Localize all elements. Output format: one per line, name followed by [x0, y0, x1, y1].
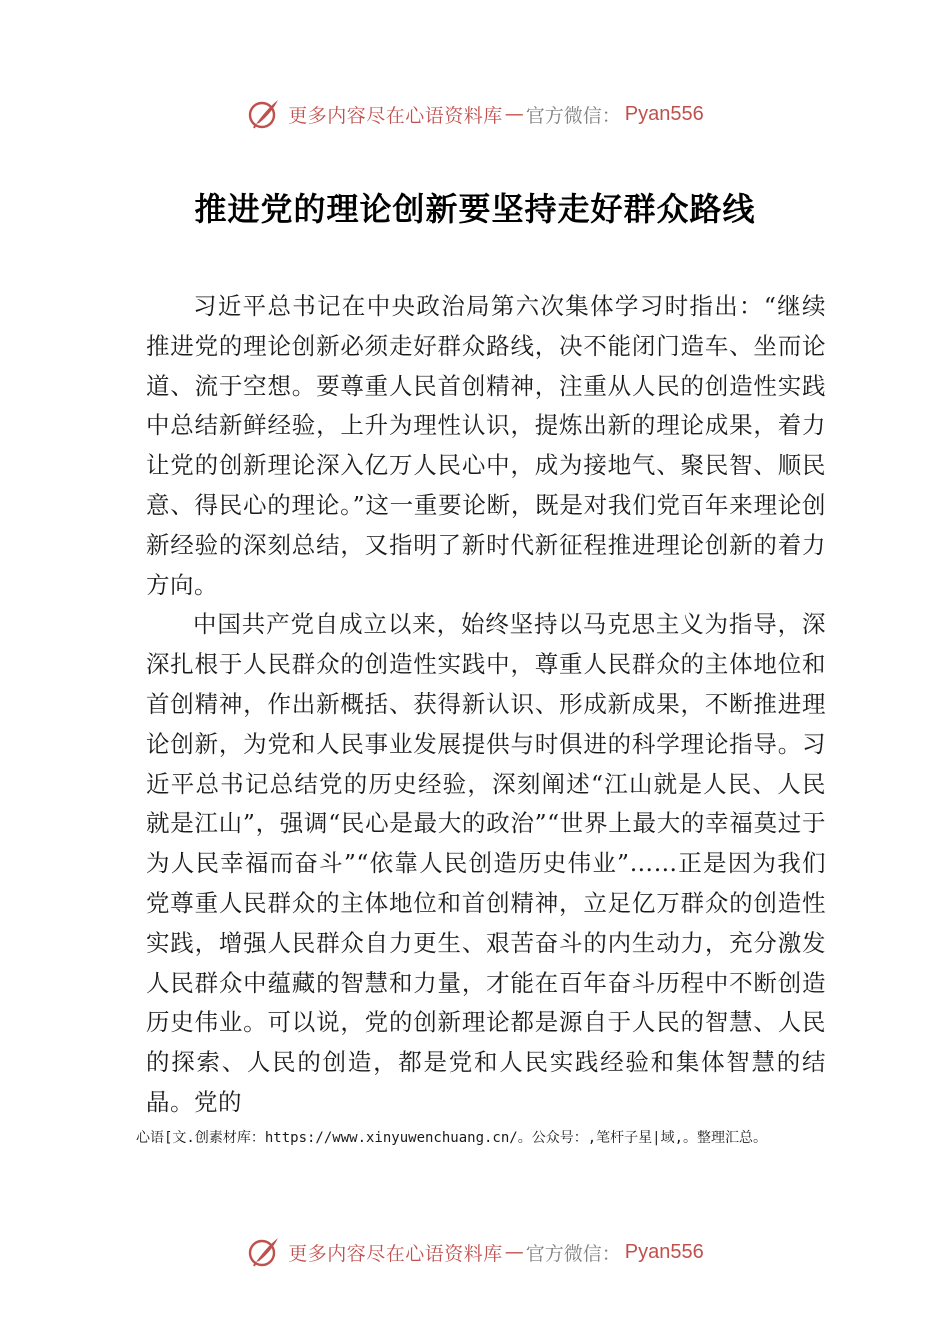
- header-banner: [0, 92, 950, 136]
- document-title: 推进党的理论创新要坚持走好群众路线: [194, 190, 756, 228]
- promo-text: 更多内容尽在心语资料库: [288, 1242, 503, 1265]
- wechat-label: 官方微信：: [525, 104, 621, 127]
- wechat-id: Pyan556: [624, 1240, 704, 1263]
- quill-pen-logo-icon: [246, 1234, 282, 1270]
- paragraph-1: 习近平总书记在中央政治局第六次集体学习时指出：“继续推进党的理论创新必须走好群众路线，决不能闭门造车、坐而论道、流于空想。要尊重人民首创精神，注重从人民的创造性实践中总结新鲜经验，上升为理性认识，提炼出新的理论成果，着力让党的创新理论深入亿万人民心中，成为接地气、聚民智、顺民意、得民心的理论。”这一重要论断，既是对我们党百年来理论创新经验的深刻总结，又指明了新时代新征程推进理论创新的着力方向。: [146, 292, 826, 599]
- footer-banner: [0, 1230, 950, 1274]
- banner-separator: —: [504, 1241, 524, 1263]
- document-body: [146, 287, 826, 1123]
- paragraph-2: 中国共产党自成立以来，始终坚持以马克思主义为指导，深深扎根于人民群众的创造性实践中，尊重人民群众的主体地位和首创精神，作出新概括、获得新认识、形成新成果，不断推进理论创新，为党和人民事业发展提供与时俱进的科学理论指导。习近平总书记总结党的历史经验，深刻阐述“江山就是人民、人民就是江山”，强调“民心是最大的政治”“世界上最大的幸福莫过于为人民幸福而奋斗”“依靠人民创造历史伟业”……正是因为我们党尊重人民群众的主体地位和首创精神，立足亿万群众的创造性实践，增强人民群众自力更生、艰苦奋斗的内生动力，充分激发人民群众中蕴藏的智慧和力量，才能在百年奋斗历程中不断创造历史伟业。可以说，党的创新理论都是源自于人民的智慧、人民的探索、人民的创造，都是党和人民实践经验和集体智慧的结晶。党的: [146, 610, 826, 1116]
- quill-pen-logo-icon: [246, 96, 282, 132]
- banner-separator: —: [504, 103, 524, 125]
- source-footnote: 心语[文.创素材库：https://www.xinyuwenchuang.cn/。公众号：,笔杆子星|域,。整理汇总。: [136, 1130, 768, 1146]
- promo-text: 更多内容尽在心语资料库: [288, 104, 503, 127]
- wechat-id: Pyan556: [624, 102, 704, 125]
- wechat-label: 官方微信：: [525, 1242, 621, 1265]
